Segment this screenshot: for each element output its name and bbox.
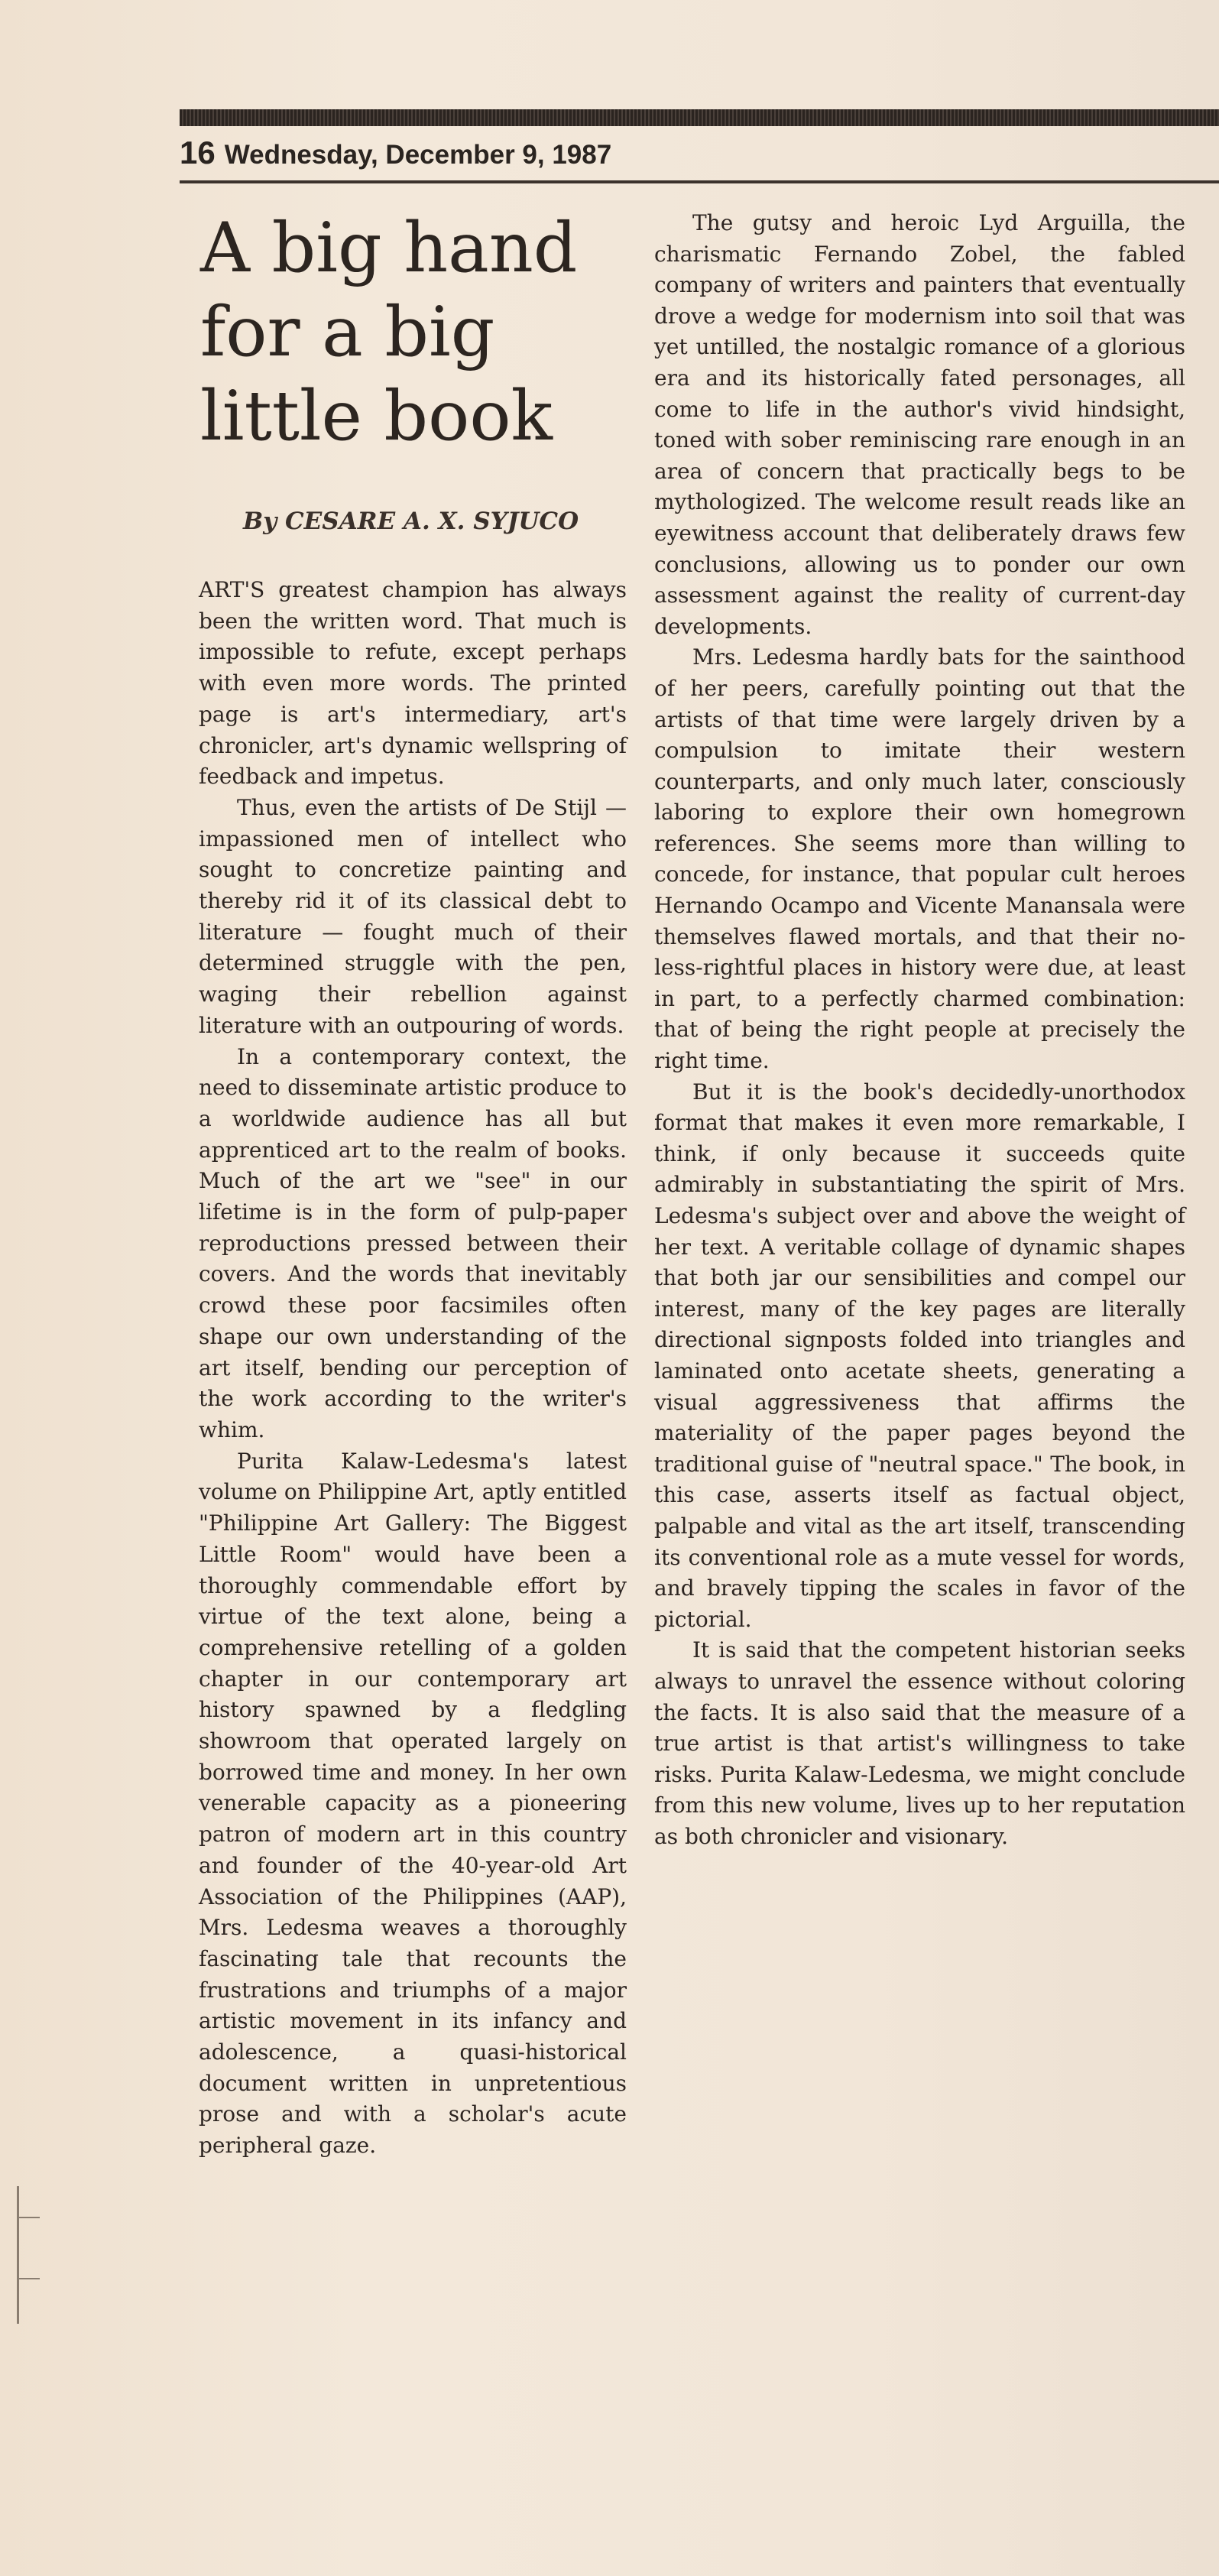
- page-number: 16: [180, 135, 216, 170]
- paragraph: Purita Kalaw-Ledesma's latest volume on Philippine Art, aptly entitled "Philippine Art Gallery: The Biggest Little Room" would have been a thoroughly commendable effort by virtue of the text alone, being a comprehensive retelling of a golden chapter in our contemporary art history spawned by a fledgling showroom that operated largely on borrowed time and money. In her own venerable capacity as a pioneering patron of modern art in this country and founder of the 40-year-old Art Association of the Philippines (AAP), Mrs. Ledesma weaves a thoroughly fascinating tale that recounts the frustrations and triumphs of a major artistic movement in its infancy and adolescence, a quasi-historical document written in unpretentious prose and with a scholar's acute peripheral gaze.: [199, 1448, 627, 2159]
- left-column: [199, 575, 627, 2162]
- page-header: [180, 135, 611, 171]
- paragraph: In a contemporary context, the need to disseminate artistic produce to a worldwide audience has all but apprenticed art to the realm of books. Much of the art we "see" in our lifetime is in the form of pulp-paper reproductions pressed between their covers. And the words that inevitably crowd these poor facsimiles often shape our own understanding of the art itself, bending our perception of the work according to the writer's whim.: [199, 1043, 627, 1442]
- paragraph: Thus, even the artists of De Stijl — impassioned men of intellect who sought to concretize painting and thereby rid it of its classical debt to literature — fought much of their determined struggle with the pen, waging their rebellion against literature with an outpouring of words.: [199, 794, 627, 1038]
- margin-mark: [17, 2186, 50, 2324]
- header-rule: [180, 180, 1219, 183]
- paragraph: ART'S greatest champion has always been the written word. That much is impossible to refute, except perhaps with even more words. The printed page is art's intermediary, art's chronicler, art's dynamic wellspring of feedback and impetus.: [199, 577, 627, 790]
- article-headline: A big hand for a big little book: [200, 208, 578, 456]
- article-byline: By CESARE A. X. SYJUCO: [243, 508, 579, 535]
- paragraph: Mrs. Ledesma hardly bats for the sainthood of her peers, carefully pointing out that the artists of that time were largely driven by a compulsion to imitate their western counterparts, and only much later, consciously laboring to explore their own homegrown references. She seems more than willing to concede, for instance, that popular cult heroes Hernando Ocampo and Vicente Manansala were themselves flawed mortals, and that their no-less-rightful places in history were due, at least in part, to a perfectly charmed combination: that of being the right people at precisely the right time.: [654, 644, 1185, 1074]
- paragraph: But it is the book's decidedly-unorthodox format that makes it even more remarkable, I think, if only because it succeeds quite admirably in substantiating the spirit of Mrs. Ledesma's subject over and above the weight of her text. A veritable collage of dynamic shapes that both jar our sensibilities and compel our interest, many of the key pages are literally directional signposts folded into triangles and laminated onto acetate sheets, generating a visual aggressiveness that affirms the materiality of the paper pages beyond the traditional guise of "neutral space." The book, in this case, asserts itself as factual object, palpable and vital as the art itself, transcending its conventional role as a mute vessel for words, and bravely tipping the scales in favor of the pictorial.: [654, 1079, 1185, 1632]
- right-column: [654, 208, 1185, 1852]
- paragraph: It is said that the competent historian seeks always to unravel the essence without coloring the facts. It is also said that the measure of a true artist is that artist's willingness to take risks. Purita Kalaw-Ledesma, we might conclude from this new volume, lives up to her reputation as both chronicler and visionary.: [654, 1637, 1185, 1849]
- masthead-rule: [180, 109, 1219, 126]
- paragraph: The gutsy and heroic Lyd Arguilla, the charismatic Fernando Zobel, the fabled company of writers and painters that eventually drove a wedge for modernism into soil that was yet untilled, the nostalgic romance of a glorious era and its historically fated personages, all come to life in the author's vivid hindsight, toned with sober reminiscing rare enough in an area of concern that practically begs to be mythologized. The welcome result reads like an eyewitness account that deliberately draws few conclusions, allowing us to ponder our own assessment against the reality of current-day developments.: [654, 210, 1185, 639]
- publication-date: Wednesday, December 9, 1987: [224, 140, 612, 170]
